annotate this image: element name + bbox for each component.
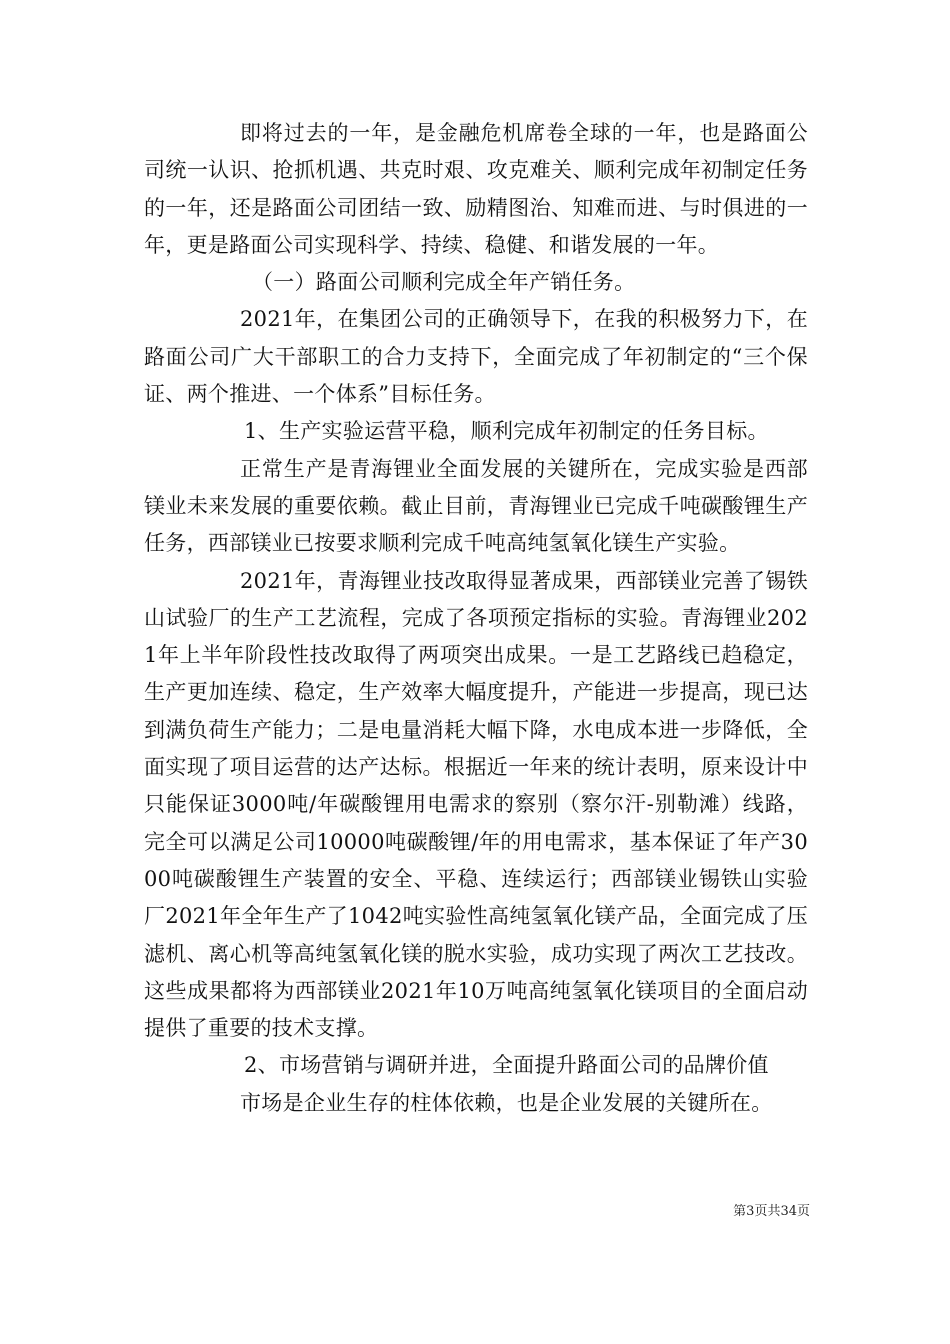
document-body — [144, 115, 808, 1122]
paragraph-market: 市场是企业生存的柱体依赖，也是企业发展的关键所在。 — [240, 1090, 773, 1115]
paragraph-tech-results: 2021年，青海锂业技改取得显著成果，西部镁业完善了锡铁山试验厂的生产工艺流程，完成了各项预定指标的实验。青海锂业2021年上半年阶段性技改取得了两项突出成果。一是工艺路线已趋稳定，生产更加连续、稳定，生产效率大幅度提升，产能进一步提高，现已达到满负荷生产能力；二是电量消耗大幅下降，水电成本进一步降低，全面实现了项目运营的达产达标。根据近一年来的统计表明，原来设计中只能保证3000吨/年碳酸锂用电需求的察别（察尔汗-别勒滩）线路，完全可以满足公司10000吨碳酸锂/年的用电需求，基本保证了年产3000吨碳酸锂生产装置的安全、平稳、连续运行；西部镁业锡铁山实验厂2021年全年生产了1042吨实验性高纯氢氧化镁产品，全面完成了压滤机、离心机等高纯氢氧化镁的脱水实验，成功实现了两次工艺技改。这些成果都将为西部镁业2021年10万吨高纯氢氧化镁项目的全面启动提供了重要的技术支撑。 — [144, 568, 808, 1041]
paragraph-production: 正常生产是青海锂业全面发展的关键所在，完成实验是西部镁业未来发展的重要依赖。截止目前，青海锂业已完成千吨碳酸锂生产任务，西部镁业已按要求顺利完成千吨高纯氢氧化镁生产实验。 — [144, 456, 808, 556]
paragraph-2021-summary: 2021年，在集团公司的正确领导下，在我的积极努力下，在路面公司广大干部职工的合力支持下，全面完成了年初制定的“三个保证、两个推进、一个体系”目标任务。 — [144, 307, 808, 407]
subsection-heading-2: 2、市场营销与调研并进，全面提升路面公司的品牌价值 — [244, 1053, 769, 1078]
subsection-heading-1: 1、生产实验运营平稳，顺利完成年初制定的任务目标。 — [244, 419, 769, 444]
section-heading-1: （一）路面公司顺利完成全年产销任务。 — [252, 270, 636, 295]
page-number: 第3页共34页 — [733, 1204, 810, 1219]
paragraph-intro: 即将过去的一年，是金融危机席卷全球的一年，也是路面公司统一认识、抢抓机遇、共克时艰、攻克难关、顺利完成年初制定任务的一年，还是路面公司团结一致、励精图治、知难而进、与时俱进的一年，更是路面公司实现科学、持续、稳健、和谐发展的一年。 — [144, 121, 808, 257]
